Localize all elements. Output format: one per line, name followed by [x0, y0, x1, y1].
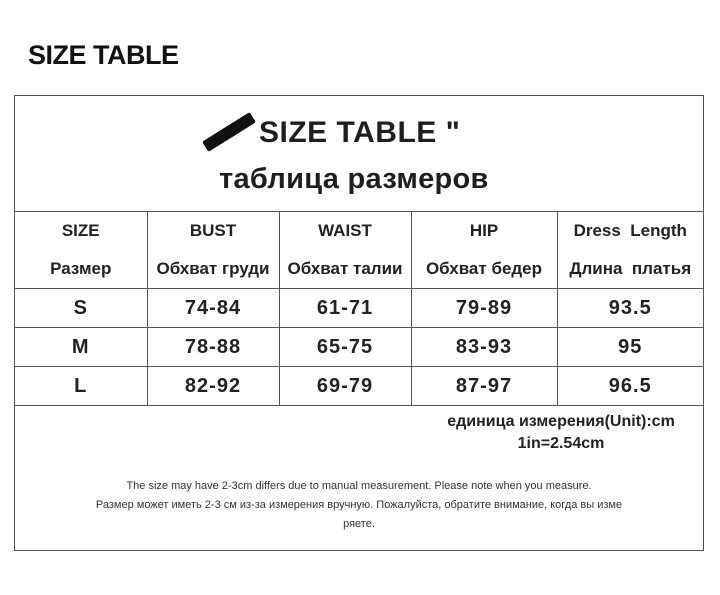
- header-waist: [279, 211, 411, 289]
- unit-info: [411, 411, 711, 455]
- note-line-ru-cont: ряете.: [343, 518, 375, 530]
- title-band: [15, 96, 703, 212]
- cell-size: S: [15, 289, 147, 328]
- header-dress-length: [557, 211, 703, 289]
- measurement-note: [21, 477, 697, 534]
- cell-bust: 74-84: [147, 289, 279, 328]
- header-label-en: WAIST: [318, 220, 372, 240]
- cell-waist: 61-71: [279, 289, 411, 328]
- size-chart-frame: [14, 95, 704, 551]
- cell-hip: 83-93: [411, 328, 557, 367]
- header-label-en: Dress Length: [573, 220, 687, 240]
- header-size: [15, 211, 147, 289]
- header-hip: [411, 211, 557, 289]
- note-line-en: The size may have 2-3cm differs due to manual measurement. Please note when you measure.: [126, 480, 592, 492]
- cell-dress-length: 96.5: [557, 367, 703, 406]
- cell-waist: 69-79: [279, 367, 411, 406]
- cell-size: M: [15, 328, 147, 367]
- table-row-l: [15, 367, 703, 406]
- cell-hip: 79-89: [411, 289, 557, 328]
- chart-title-ru: таблица размеров: [219, 163, 489, 195]
- page-heading: SIZE TABLE: [28, 40, 179, 70]
- cell-bust: 82-92: [147, 367, 279, 406]
- header-bust: [147, 211, 279, 289]
- unit-line: единица измерения(Unit):cm: [447, 413, 675, 430]
- brush-stroke-icon: [202, 112, 256, 152]
- header-label-ru: Обхват бедер: [425, 258, 543, 278]
- size-table: [15, 211, 703, 406]
- cell-hip: 87-97: [411, 367, 557, 406]
- header-label-ru: Длина платья: [569, 258, 692, 278]
- table-row-s: [15, 289, 703, 328]
- header-label-en: SIZE: [61, 220, 100, 240]
- cell-dress-length: 95: [557, 328, 703, 367]
- chart-title-en: SIZE TABLE ": [259, 116, 461, 149]
- header-label-en: BUST: [189, 220, 237, 240]
- cell-size: L: [15, 367, 147, 406]
- header-label-en: HIP: [469, 220, 499, 240]
- table-header-row: [15, 211, 703, 289]
- conversion-line: 1in=2.54cm: [517, 435, 605, 452]
- header-label-ru: Размер: [50, 258, 112, 278]
- header-label-ru: Обхват талии: [287, 258, 403, 278]
- cell-bust: 78-88: [147, 328, 279, 367]
- cell-dress-length: 93.5: [557, 289, 703, 328]
- note-line-ru: Размер может иметь 2-3 см из-за измерения вручную. Пожалуйста, обратите внимание, когда вы изме: [95, 499, 623, 511]
- table-row-m: [15, 328, 703, 367]
- header-label-ru: Обхват груди: [156, 258, 270, 278]
- cell-waist: 65-75: [279, 328, 411, 367]
